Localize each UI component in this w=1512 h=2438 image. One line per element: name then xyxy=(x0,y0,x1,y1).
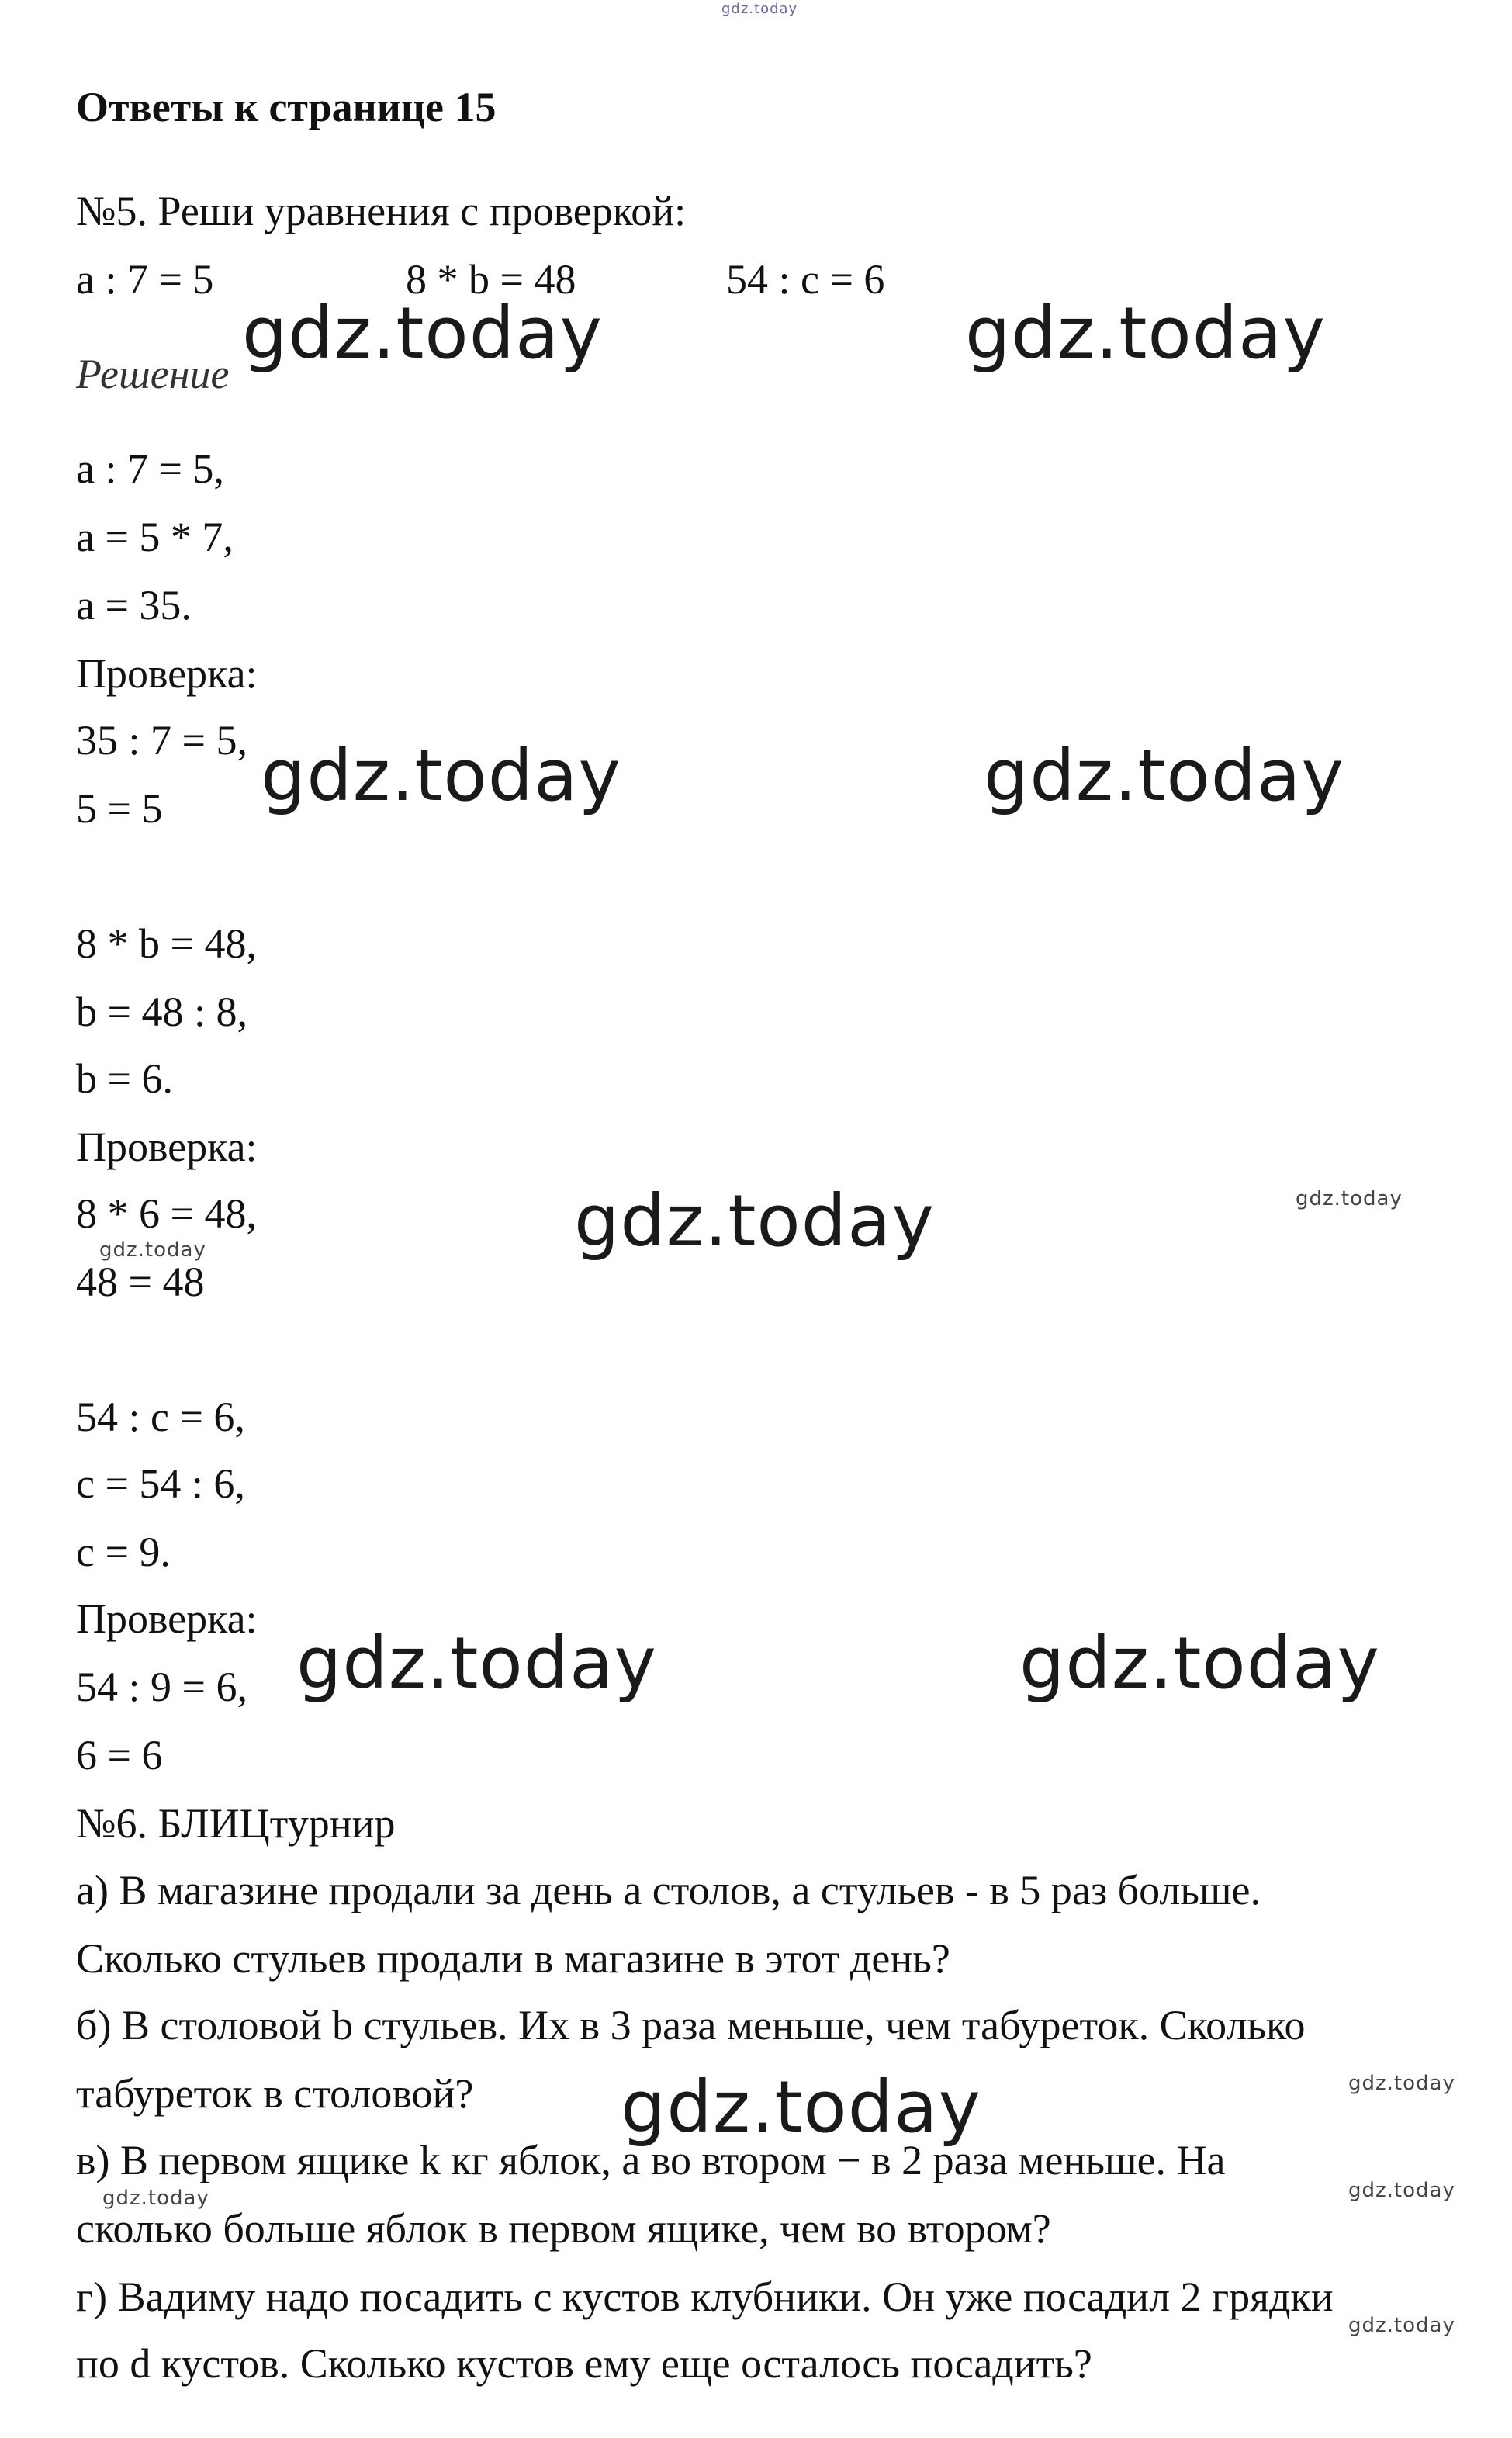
part-b-line-1: 8 * b = 48, xyxy=(76,920,257,967)
part-b-line-6: 48 = 48 xyxy=(76,1259,205,1305)
part-a-line-3: a = 35. xyxy=(76,582,192,629)
task6-line-7: г) Вадиму надо посадить с кустов клубники. Он уже посадил 2 грядки xyxy=(76,2274,1334,2320)
equation-b: 8 * b = 48 xyxy=(406,256,576,303)
solution-label: Решение xyxy=(76,351,230,397)
watermark: gdz.today xyxy=(1348,2179,1455,2202)
part-a-line-5: 35 : 7 = 5, xyxy=(76,717,247,764)
part-b-check-label: Проверка: xyxy=(76,1124,258,1170)
watermark: gdz.today xyxy=(242,292,603,375)
task6-line-3: б) В столовой b стульев. Их в 3 раза меньше, чем табуреток. Сколько xyxy=(76,2002,1306,2048)
task6-line-4: табуреток в столовой? xyxy=(76,2070,474,2117)
task6-line-5: в) В первом ящике k кг яблок, а во втором − в 2 раза меньше. На xyxy=(76,2137,1226,2183)
watermark: gdz.today xyxy=(621,2066,981,2149)
watermark: gdz.today xyxy=(1348,2072,1455,2095)
task6-line-6: сколько больше яблок в первом ящике, чем во втором? xyxy=(76,2205,1051,2252)
part-c-line-2: c = 54 : 6, xyxy=(76,1460,245,1507)
task6-heading: №6. БЛИЦтурнир xyxy=(76,1800,396,1847)
part-c-line-3: c = 9. xyxy=(76,1529,171,1575)
top-watermark: gdz.today xyxy=(721,1,798,17)
watermark: gdz.today xyxy=(574,1179,935,1262)
part-c-line-6: 6 = 6 xyxy=(76,1732,163,1778)
watermark: gdz.today xyxy=(1348,2314,1455,2337)
equation-a: a : 7 = 5 xyxy=(76,256,214,303)
part-a-line-6: 5 = 5 xyxy=(76,785,163,832)
task6-line-2: Сколько стульев продали в магазине в этот день? xyxy=(76,1935,950,1982)
part-a-line-2: a = 5 * 7, xyxy=(76,514,234,560)
part-c-line-1: 54 : c = 6, xyxy=(76,1394,245,1440)
watermark: gdz.today xyxy=(1296,1187,1403,1210)
watermark: gdz.today xyxy=(965,292,1326,375)
watermark: gdz.today xyxy=(1019,1622,1380,1705)
watermark: gdz.today xyxy=(984,734,1344,817)
watermark: gdz.today xyxy=(99,1238,206,1262)
part-c-check-label: Проверка: xyxy=(76,1595,258,1642)
part-a-check-label: Проверка: xyxy=(76,650,258,697)
part-c-line-5: 54 : 9 = 6, xyxy=(76,1664,247,1710)
task6-line-1: а) В магазине продали за день а столов, а стульев - в 5 раз больше. xyxy=(76,1867,1261,1913)
watermark: gdz.today xyxy=(296,1622,657,1705)
task6-line-8: по d кустов. Сколько кустов ему еще осталось посадить? xyxy=(76,2340,1092,2387)
equation-c: 54 : c = 6 xyxy=(726,256,885,303)
task5-heading: №5. Реши уравнения с проверкой: xyxy=(76,188,687,234)
part-b-line-5: 8 * 6 = 48, xyxy=(76,1190,257,1237)
page-title: Ответы к странице 15 xyxy=(76,84,497,130)
watermark: gdz.today xyxy=(102,2187,209,2210)
part-b-line-2: b = 48 : 8, xyxy=(76,989,247,1035)
part-b-line-3: b = 6. xyxy=(76,1055,173,1102)
part-a-line-1: a : 7 = 5, xyxy=(76,445,224,492)
watermark: gdz.today xyxy=(261,734,621,817)
